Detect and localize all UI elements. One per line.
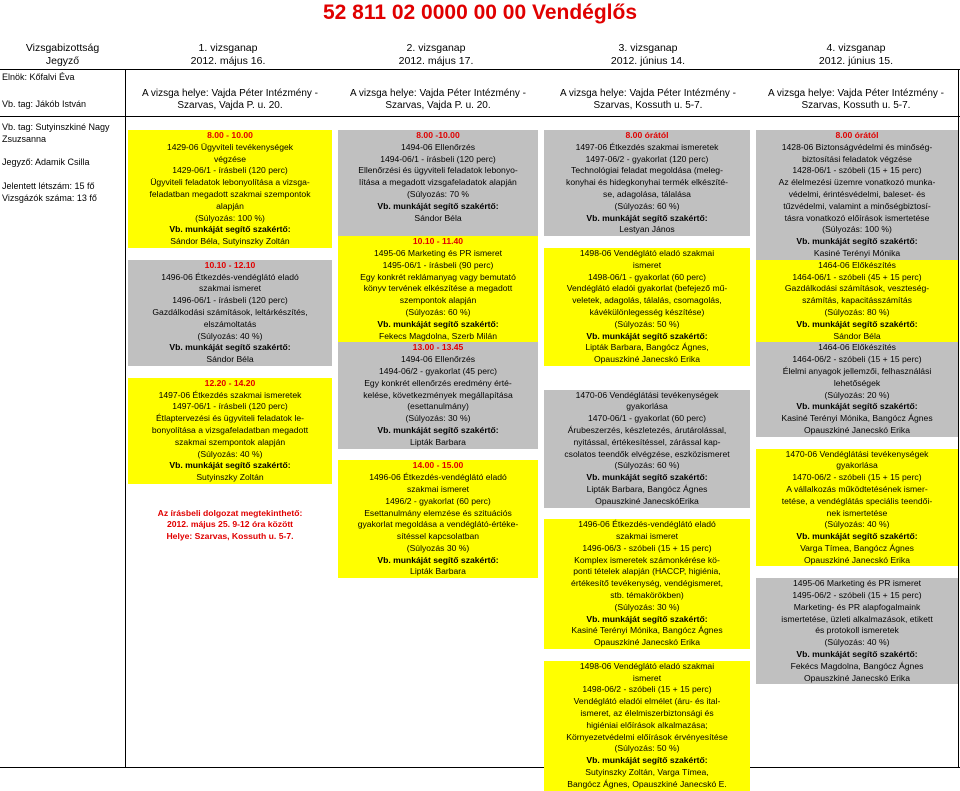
exam-line: (Súlyozás: 60 %) xyxy=(614,200,680,211)
exam-line: nyitással, értékesítéssel, zárással kap- xyxy=(573,436,721,447)
exam-line: Vb. munkáját segítő szakértő: xyxy=(796,401,918,412)
day-name: 1. vizsganap xyxy=(198,42,258,54)
exam-line: 1494-06 Ellenőrzés xyxy=(400,354,476,365)
exam-line: veletek, adagolás, tálalás, csomagolás, xyxy=(572,295,722,306)
exam-block xyxy=(128,508,332,543)
exam-line: Vb. munkáját segítő szakértő: xyxy=(586,330,708,341)
exam-line: Vb. munkáját segítő szakértő: xyxy=(586,755,708,766)
exam-block xyxy=(128,378,332,484)
exam-line: (Súlyozás: 40 %) xyxy=(824,637,890,648)
exam-line: ismertetése, üzleti alkalmazások, etikett xyxy=(781,613,933,624)
exam-time: 8.00 órától xyxy=(835,130,879,140)
exam-line: Opauszkiné Janecskó Erika xyxy=(593,354,701,365)
exam-line: Vb. munkáját segítő szakértő: xyxy=(586,613,708,624)
exam-time: 8.00 órától xyxy=(625,130,669,140)
exam-line: és protokoll ismeretek xyxy=(815,625,899,636)
exam-line: Sándor Béla xyxy=(206,354,254,365)
exam-line xyxy=(544,649,750,661)
exam-block xyxy=(128,260,332,366)
exam-line: 1495-06 Marketing és PR ismeret xyxy=(373,247,502,258)
schedule-day-3 xyxy=(544,130,750,791)
exam-line: végzése xyxy=(213,153,246,164)
exam-line: Fekécs Magdolna, Bangócz Ágnes xyxy=(790,660,924,671)
exam-time: 8.00 - 10.00 xyxy=(207,130,253,140)
location-line: Szarvas, Vajda P. u. 20. xyxy=(177,100,283,111)
exam-line: Egy konkrét reklámanyag vagy bemutató xyxy=(360,271,516,282)
exam-block xyxy=(544,661,750,791)
header-day-3 xyxy=(548,42,748,68)
exam-block xyxy=(544,508,750,520)
page-title: 52 811 02 0000 00 00 Vendéglős xyxy=(322,1,638,24)
exam-block xyxy=(756,566,958,578)
exam-line: Vendéglátó eladói elmélet (áru- és ital- xyxy=(573,696,721,707)
exam-block xyxy=(128,484,332,508)
exam-line: Komplex ismeretek számonkérése kö- xyxy=(574,554,720,565)
exam-line: biztosítási feladatok végzése xyxy=(802,153,912,164)
location-line: Szarvas, Vajda P. u. 20. xyxy=(385,100,491,111)
notary: Jegyző: Adamik Csilla xyxy=(2,157,90,167)
exam-line: 1428-06/1 - szóbeli (15 + 15 perc) xyxy=(792,165,922,176)
exam-line: kávékülönlegesség készítése) xyxy=(589,306,705,317)
exam-time: 12.20 - 14.20 xyxy=(204,377,256,388)
exam-line: Kasiné Terényi Mónika, Bangócz Ágnes xyxy=(571,625,723,636)
exam-line: tásra vonatkozó előírások ismertetése xyxy=(784,212,930,223)
exam-line: A vállalkozás működtetésének ismer- xyxy=(786,483,928,494)
exam-time: 13.00 - 13.45 xyxy=(412,342,464,353)
exam-line xyxy=(128,248,332,260)
exam-line: 1464-06 Előkészítés xyxy=(818,259,896,270)
exam-line: Vb. munkáját segítő szakértő: xyxy=(169,342,291,353)
exam-line: ismeret, az élelmiszerbiztonsági és xyxy=(580,708,714,719)
exam-line xyxy=(544,508,750,520)
exam-block xyxy=(544,519,750,649)
exam-line: Árubeszerzés, készletezés, árutárolással, xyxy=(567,424,727,435)
exam-line: 1497-06/2 - gyakorlat (120 perc) xyxy=(585,153,709,164)
exam-line: konyhai és hidegkonyhai termék elkészíté- xyxy=(566,177,728,188)
exam-line: 1496-06/1 - írásbeli (120 perc) xyxy=(172,295,288,306)
exam-line: könyv tervének elkészítése a megadott xyxy=(363,283,513,294)
exam-line: 2012. május 25. 9-12 óra között xyxy=(166,519,294,530)
exam-line xyxy=(756,566,958,578)
exam-line: Opauszkiné JanecskóErika xyxy=(595,495,699,506)
exam-line: Opauszkiné Janecskó Erika xyxy=(803,554,911,565)
exam-line: szakmai ismeret xyxy=(406,483,470,494)
header-day-1 xyxy=(128,42,328,68)
exam-line: Vb. munkáját segítő szakértő: xyxy=(377,318,499,329)
divider xyxy=(958,69,959,767)
exam-line: Technológiai feladat megoldása (meleg- xyxy=(571,165,723,176)
exam-line: (Súlyozás: 80 %) xyxy=(824,306,890,317)
exam-line: Élelmi anyagok jellemzői, felhasználási xyxy=(782,365,932,376)
exam-line: szakmai ismeret xyxy=(198,283,262,294)
exam-line: Sándor Béla xyxy=(833,330,881,341)
exam-line: ponti tételek alapján (HACCP, higiénia, xyxy=(573,566,721,577)
exam-line xyxy=(544,236,750,248)
exam-line: 1429-06/1 - írásbeli (120 perc) xyxy=(172,165,288,176)
exam-line: tetése, a vendéglátás speciális teendői- xyxy=(781,495,933,506)
location-line: A vizsga helye: Vajda Péter Intézmény - xyxy=(141,88,318,99)
reported-count: Jelentett létszám: 15 fő xyxy=(2,181,95,191)
exam-block xyxy=(756,260,958,343)
exam-line: Sándor Béla xyxy=(414,212,462,223)
exam-line: 1429-06 Ügyviteli tevékenységek xyxy=(166,141,294,152)
exam-line: Lipták Barbara xyxy=(410,436,466,447)
exam-line: Vb. munkáját segítő szakértő: xyxy=(169,224,291,235)
exam-line: (Súlyozás: 30 %) xyxy=(405,413,471,424)
location-line: A vizsga helye: Vajda Péter Intézmény - xyxy=(559,88,736,99)
exam-line: (Súlyozás: 60 %) xyxy=(614,460,680,471)
exam-block xyxy=(338,236,538,342)
exam-line: 1494-06/1 - írásbeli (120 perc) xyxy=(380,153,496,164)
header-notary: Jegyző xyxy=(45,55,80,67)
exam-line: alapján xyxy=(216,200,244,211)
day-name: 3. vizsganap xyxy=(618,42,678,54)
location-line: Szarvas, Kossuth u. 5-7. xyxy=(593,100,703,111)
exam-line: 1496-06 Étkezdés-vendéglátó eladó xyxy=(369,472,507,483)
exam-line: stb. témakörökben) xyxy=(610,590,684,601)
exam-line: 1495-06/2 - szóbeli (15 + 15 perc) xyxy=(792,590,922,601)
exam-time: 14.00 - 15.00 xyxy=(412,460,464,471)
exam-line: 1470-06/1 - gyakorlat (60 perc) xyxy=(588,413,706,424)
exam-line: Vendéglátó eladói gyakorlat (befejező mű- xyxy=(566,283,728,294)
exam-line: Bangócz Ágnes, Opauszkiné Janecskó E. xyxy=(567,778,727,789)
location-line: A vizsga helye: Vajda Péter Intézmény - xyxy=(349,88,526,99)
exam-line: Kasiné Terényi Mónika, Bangócz Ágnes xyxy=(781,413,933,424)
exam-line: Vb. munkáját segítő szakértő: xyxy=(796,649,918,660)
exam-line: 1470-06 Vendéglátási tevékenységek xyxy=(575,389,719,400)
exam-line: Lipták Barbara xyxy=(410,566,466,577)
exam-line: Vb. munkáját segítő szakértő: xyxy=(796,318,918,329)
location-line: Szarvas, Kossuth u. 5-7. xyxy=(801,100,911,111)
location-line: A vizsga helye: Vajda Péter Intézmény - xyxy=(767,88,944,99)
exam-line: Lestyan János xyxy=(619,224,675,235)
header-day-4 xyxy=(756,42,956,68)
exam-line: (Súlyozás: 50 %) xyxy=(614,743,680,754)
exam-time: 10.10 - 12.10 xyxy=(204,259,256,270)
exam-line: (Súlyozás: 40 %) xyxy=(197,448,263,459)
exam-line: (Súlyozás: 30 %) xyxy=(614,601,680,612)
divider xyxy=(0,767,960,768)
exam-line: 1497-06/1 - írásbeli (120 perc) xyxy=(172,401,288,412)
exam-line: 1495-06 Marketing és PR ismeret xyxy=(792,578,921,589)
exam-line: Sutyinszky Zoltán, Varga Tímea, xyxy=(585,767,709,778)
exam-line: gyakorlása xyxy=(836,460,878,471)
exam-line: 1494-06 Ellenőrzés xyxy=(400,141,476,152)
exam-line: nek ismertetése xyxy=(826,507,888,518)
exam-block xyxy=(756,342,958,436)
exam-line: 1495-06/1 - írásbeli (90 perc) xyxy=(382,259,494,270)
exam-line: Vb. munkáját segítő szakértő: xyxy=(796,236,918,247)
exam-line: Varga Tímea, Bangócz Ágnes xyxy=(800,542,914,553)
exam-line xyxy=(128,366,332,378)
exam-line: kelése, következmények megállapítása xyxy=(363,389,513,400)
exam-line: 1494-06/2 - gyakorlat (45 perc) xyxy=(379,365,497,376)
exam-line: (Súlyozás: 40 %) xyxy=(824,519,890,530)
divider xyxy=(0,116,960,117)
exam-line: szakmai szempontok alapján xyxy=(174,436,286,447)
exam-line: gyakorlat megoldása a vendéglátó-értéke- xyxy=(357,519,519,530)
schedule-day-2 xyxy=(338,130,538,578)
exam-line: (Súlyozás: 100 %) xyxy=(822,224,892,235)
exam-line xyxy=(544,366,750,378)
day-date: 2012. június 15. xyxy=(818,55,894,67)
exam-line: csolatos teendők elvégzése, eszközismeret xyxy=(564,448,730,459)
exam-line: Az élelmezési üzemre vonatkozó munka- xyxy=(778,177,936,188)
exam-line: ismeret xyxy=(632,259,662,270)
schedule-day-1 xyxy=(128,130,332,543)
exam-line: (Súlyozás: 60 %) xyxy=(405,306,471,317)
exam-line: (esettanulmány) xyxy=(407,401,469,412)
exam-line: lítása a megadott vizsgafeladatok alapján xyxy=(359,177,517,188)
location-2 xyxy=(338,88,538,112)
examinee-count: Vizsgázók száma: 13 fő xyxy=(2,193,97,203)
exam-line: 1497-06 Étkezdés szakmai ismeretek xyxy=(575,141,719,152)
exam-line: szempontok alapján xyxy=(399,295,477,306)
exam-line xyxy=(128,484,332,496)
location-4 xyxy=(756,88,956,112)
exam-block xyxy=(544,248,750,366)
chair: Elnök: Kőfalvi Éva xyxy=(2,72,75,82)
exam-line: Esettanulmány elemzése és szituációs xyxy=(364,507,512,518)
exam-block xyxy=(338,449,538,461)
header-left xyxy=(0,42,125,68)
day-date: 2012. június 14. xyxy=(610,55,686,67)
exam-line: Kasiné Terényi Mónika xyxy=(813,247,901,258)
exam-line: Az írásbeli dolgozat megtekinthető: xyxy=(157,507,303,518)
exam-line: 1464-06 Előkészítés xyxy=(818,342,896,353)
exam-line xyxy=(128,496,332,508)
exam-block xyxy=(128,366,332,378)
exam-block xyxy=(338,342,538,448)
exam-block xyxy=(128,130,332,248)
exam-line: 1470-06 Vendéglátási tevékenységek xyxy=(785,448,929,459)
exam-line: gyakorlása xyxy=(626,401,668,412)
exam-line: (Súlyozás: 50 %) xyxy=(614,318,680,329)
exam-line: 1498-06/1 - gyakorlat (60 perc) xyxy=(588,271,706,282)
exam-line: (Súlyozás: 70 % xyxy=(406,188,470,199)
exam-line: 1496-06 Étkezdés-vendéglátó eladó xyxy=(578,519,716,530)
exam-line: 1498-06 Vendéglátó eladó szakmai xyxy=(579,247,715,258)
exam-line: 1498-06/2 - szóbeli (15 + 15 perc) xyxy=(582,684,712,695)
exam-block xyxy=(756,449,958,567)
day-name: 2. vizsganap xyxy=(406,42,466,54)
exam-line: 1498-06 Vendéglátó eladó szakmai xyxy=(579,660,715,671)
day-date: 2012. május 17. xyxy=(398,55,474,67)
exam-line: lehetőségek xyxy=(833,377,881,388)
schedule-day-4 xyxy=(756,130,958,684)
exam-line: Lipták Barbara, Bangócz Ágnes, xyxy=(585,342,709,353)
exam-line: Gazdálkodási számítások, leltárkészítés, xyxy=(152,306,308,317)
exam-line xyxy=(544,378,750,390)
exam-block xyxy=(756,437,958,449)
exam-block xyxy=(338,460,538,578)
exam-line: szakmai ismeret xyxy=(615,531,679,542)
exam-block xyxy=(544,390,750,508)
exam-line: 1464-06/2 - szóbeli (15 + 15 perc) xyxy=(792,354,922,365)
board-member-1: Vb. tag: Jákób István xyxy=(2,99,87,109)
exam-block xyxy=(544,130,750,236)
exam-line: védelmi, érintésvédelmi, baleset- és xyxy=(788,188,926,199)
exam-line: Opauszkiné Janecskó Erika xyxy=(803,424,911,435)
exam-line: Vb. munkáját segítő szakértő: xyxy=(796,531,918,542)
exam-line: sítéssel kapcsolatban xyxy=(396,531,480,542)
day-date: 2012. május 16. xyxy=(190,55,266,67)
exam-line: higiéniai előírások alkalmazása; xyxy=(586,719,708,730)
exam-line: ismeret xyxy=(632,672,662,683)
exam-block xyxy=(544,649,750,661)
exam-line: 1428-06 Biztonságvédelmi és minőség- xyxy=(781,141,933,152)
exam-line: Egy konkrét ellenőrzés eredmény érté- xyxy=(364,377,512,388)
exam-line: 1496/2 - gyakorlat (60 perc) xyxy=(385,495,491,506)
exam-line: Sándor Béla, Sutyinszky Zoltán xyxy=(170,236,290,247)
board-member-2: Vb. tag: Sutyinszkiné Nagy xyxy=(2,122,110,132)
exam-time: 10.10 - 11.40 xyxy=(412,236,464,247)
exam-line: Vb. munkáját segítő szakértő: xyxy=(586,212,708,223)
exam-line: Vb. munkáját segítő szakértő: xyxy=(377,200,499,211)
divider xyxy=(125,69,126,767)
exam-block xyxy=(544,236,750,248)
exam-block xyxy=(756,130,958,260)
header-day-2 xyxy=(336,42,536,68)
exam-time: 8.00 -10.00 xyxy=(416,130,460,140)
exam-line: számítás, kapacitásszámítás xyxy=(802,295,912,306)
exam-line: Vb. munkáját segítő szakértő: xyxy=(169,460,291,471)
exam-line: Ügyviteli feladatok lebonyolítása a vizsga- xyxy=(150,177,310,188)
exam-line: Környezetvédelmi előírások érvényesítése xyxy=(566,731,728,742)
exam-line: (Súlyozás: 100 %) xyxy=(195,212,265,223)
exam-line: 1496-06/3 - szóbeli (15 + 15 perc) xyxy=(582,542,712,553)
exam-line: elszámoltatás xyxy=(203,318,257,329)
location-1 xyxy=(130,88,330,112)
divider xyxy=(0,69,960,70)
exam-line: tűzvédelmi, valamint a minőségbiztosí- xyxy=(783,200,931,211)
exam-line: (Súlyozás 30 %) xyxy=(406,542,470,553)
exam-line: Vb. munkáját segítő szakértő: xyxy=(586,472,708,483)
exam-line: feladatban megadott szakmai szempontok xyxy=(149,188,311,199)
exam-line: (Súlyozás: 20 %) xyxy=(824,389,890,400)
exam-line: 1497-06 Étkezdés szakmai ismeretek xyxy=(158,389,302,400)
exam-line: 1496-06 Étkezdés-vendéglátó eladó xyxy=(161,271,299,282)
exam-line: Marketing- és PR alapfogalmaink xyxy=(793,601,921,612)
exam-line: 1464-06/1 - szóbeli (45 + 15 perc) xyxy=(792,271,922,282)
exam-line: Vb. munkáját segítő szakértő: xyxy=(377,424,499,435)
exam-line: Étlaptervezési és ügyviteli feladatok le- xyxy=(155,413,305,424)
exam-line: (Súlyozás: 40 %) xyxy=(197,330,263,341)
exam-line: Gazdálkodási számítások, veszteség- xyxy=(784,283,930,294)
board-member-2-cont: Zsuzsanna xyxy=(2,134,47,144)
exam-block xyxy=(128,248,332,260)
exam-line: se, adagolása, tálalása xyxy=(603,188,691,199)
exam-line: Lipták Barbara, Bangócz Ágnes xyxy=(586,483,708,494)
exam-line: Helye: Szarvas, Kossuth u. 5-7. xyxy=(166,531,294,542)
exam-line: Opauszkiné Janecskó Erika xyxy=(803,672,911,683)
exam-block xyxy=(544,366,750,390)
exam-line xyxy=(756,437,958,449)
location-3 xyxy=(548,88,748,112)
exam-line: Fekecs Magdolna, Szerb Milán xyxy=(379,330,497,341)
exam-line xyxy=(338,224,538,236)
exam-block xyxy=(338,130,538,236)
exam-line: bonyolítása a vizsgafeladatban megadott xyxy=(151,424,309,435)
exam-line xyxy=(338,449,538,461)
header-committee: Vizsgabizottság xyxy=(25,42,100,54)
day-name: 4. vizsganap xyxy=(826,42,886,54)
exam-line: 1470-06/2 - szóbeli (15 + 15 perc) xyxy=(792,472,922,483)
exam-line: Opauszkiné Janecskó Erika xyxy=(593,637,701,648)
exam-line: Sutyinszky Zoltán xyxy=(196,472,264,483)
exam-line: Vb. munkáját segítő szakértő: xyxy=(377,554,499,565)
exam-block xyxy=(756,578,958,684)
exam-line: értékesítő tevékenység, vendégismeret, xyxy=(571,578,723,589)
exam-line: Ellenőrzési és ügyviteli feladatok lebonyo- xyxy=(358,165,518,176)
